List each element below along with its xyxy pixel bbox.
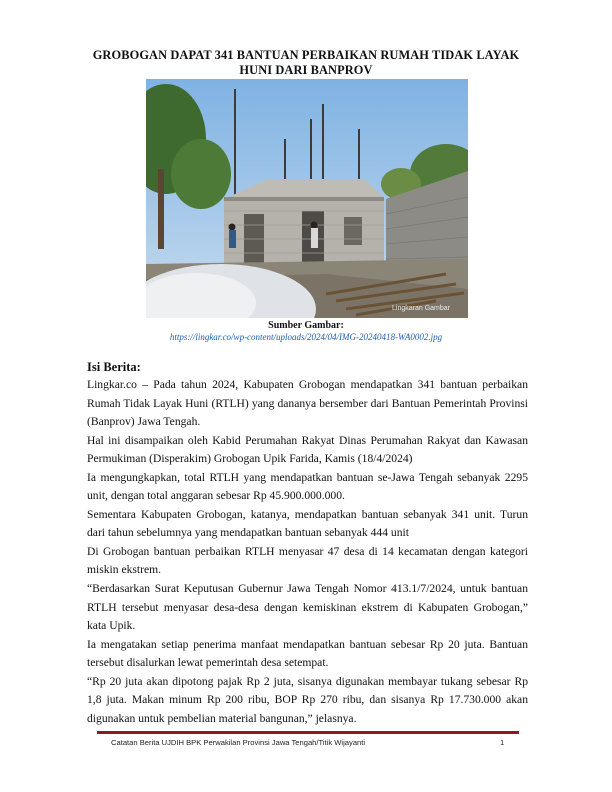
photo-watermark: Lingkaran Gambar [392,305,450,312]
footer-text: Catatan Berita UJDIH BPK Perwakilan Provinsi Jawa Tengah/Titik Wijayanti [111,738,366,747]
image-source-label: Sumber Gambar: [268,320,344,331]
page-number: 1 [500,738,505,747]
article-title-line-2: HUNI DARI BANPROV [239,63,373,77]
section-heading: Isi Berita: [87,360,141,374]
paragraph: Ia mengatakan setiap penerima manfaat mendapatkan bantuan sebesar Rp 20 juta. Bantuan tersebut disalurkan lewat pemerintah desa setempat. [87,637,528,670]
image-source-link[interactable]: https://lingkar.co/wp-content/uploads/2024/04/IMG-20240418-WA0002.jpg [169,332,443,342]
article-photo [146,79,468,318]
paragraph: “Rp 20 juta akan dipotong pajak Rp 2 juta, sisanya digunakan membayar tukang sebesar Rp 1,8 juta. Makan minum Rp 200 ribu, BOP Rp 270 ribu, dan sisanya Rp 17.730.000 akan digunakan untuk pembelian material bangunan,” jelasnya. [87,674,528,725]
article-body [87,376,528,728]
paragraph: Lingkar.co – Pada tahun 2024, Kabupaten Grobogan mendapatkan 341 bantuan perbaikan Rumah Tidak Layak Huni (RTLH) yang dananya bersember dari Bantuan Pemerintah Provinsi (Banprov) Jawa Tengah. [87,378,528,429]
article-title [80,48,532,78]
paragraph: “Berdasarkan Surat Keputusan Gubernur Jawa Tengah Nomor 413.1/7/2024, untuk bantuan RTLH tersebut menyasar desa-desa dengan kemiskinan ekstrem di Kabupaten Grobogan,” kata Upik. [87,582,528,633]
paragraph: Di Grobogan bantuan perbaikan RTLH menyasar 47 desa di 14 kecamatan dengan kategori miskin ekstrem. [87,544,528,577]
paragraph: Hal ini disampaikan oleh Kabid Perumahan Rakyat Dinas Perumahan Rakyat dan Kawasan Permukiman (Disperakim) Grobogan Upik Farida, Kamis (18/4/2024) [87,433,528,466]
paragraph: Sementara Kabupaten Grobogan, katanya, mendapatkan bantuan sebanyak 341 unit. Turun dari tahun sebelumnya yang mendapatkan bantuan sebanyak 444 unit [87,507,528,540]
paragraph: Ia mengungkapkan, total RTLH yang mendapatkan bantuan se-Jawa Tengah sebanyak 2295 unit, dengan total anggaran sebesar Rp 45.900.000.000. [87,470,528,503]
house-construction-illustration [146,79,468,318]
article-title-line-1: GROBOGAN DAPAT 341 BANTUAN PERBAIKAN RUMAH TIDAK LAYAK [92,48,520,62]
footer-rule [97,731,519,734]
